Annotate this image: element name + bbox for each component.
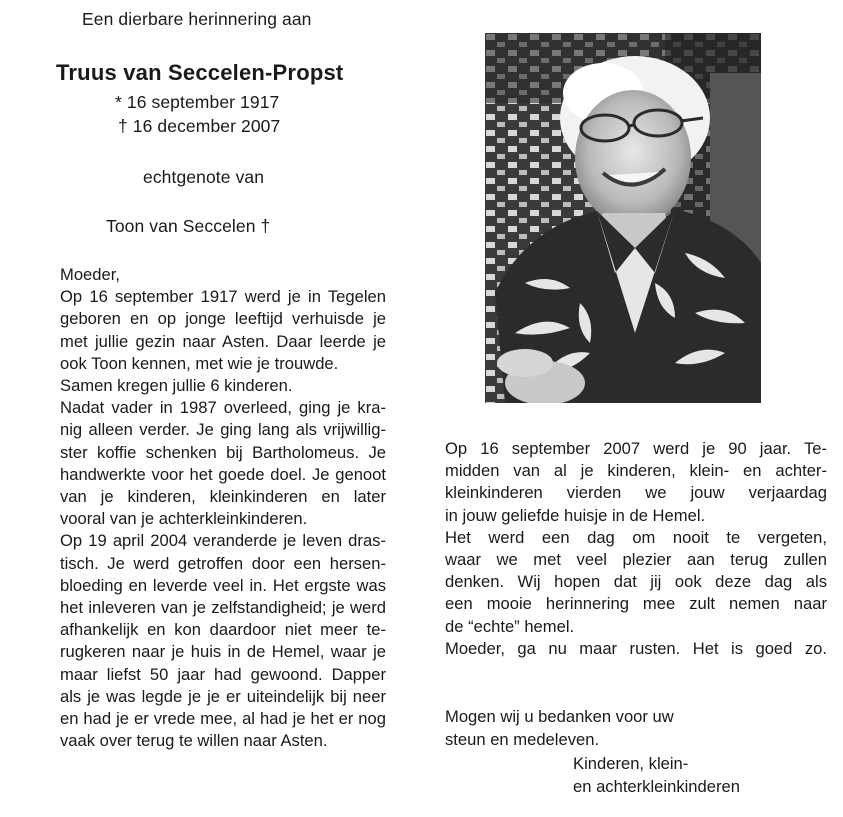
text-line: Samen kregen jullie 6 kinderen. — [60, 376, 293, 396]
text-line: afhankelijk en kon daardoor niet meer te- — [60, 620, 386, 640]
text-line: Het werd een dag om nooit te vergeten, — [445, 527, 827, 547]
thanks-line-2: steun en medeleven. — [445, 730, 600, 749]
text-line: van je kinderen, kleinkinderen en later — [60, 487, 386, 507]
text-line: als je was legde je je er uiteindelijk bij neer — [60, 686, 386, 706]
text-line: een mooie herinnering mee zult nemen naar — [445, 594, 827, 614]
memorial-header: Een dierbare herinnering aan — [82, 9, 312, 29]
portrait-photo — [485, 33, 761, 403]
text-line: handwerkte voor het goede doel. Je genoot — [60, 464, 386, 484]
signature-line-2: en achterkleinkinderen — [573, 777, 740, 796]
text-line: denken. Wij hopen dat jij ook deze dag als — [445, 572, 827, 592]
text-line: tisch. Je werd getroffen door een hersen- — [60, 553, 386, 573]
text-line: met jullie gezin naar Asten. Daar leerde je — [60, 331, 386, 351]
biography-text-left — [60, 264, 386, 752]
text-line: Moeder, — [60, 265, 120, 284]
text-line: de “echte” hemel. — [445, 616, 575, 636]
thanks-line-1: Mogen wij u bedanken voor uw — [445, 707, 674, 726]
death-date: † 16 december 2007 — [118, 116, 281, 136]
portrait-photo-elderly-woman-icon — [485, 33, 761, 403]
text-line: midden van al je kinderen, klein- en achter- — [445, 461, 827, 481]
text-line: nig alleen verder. Je ging lang als vrijwillig- — [60, 420, 386, 440]
text-line: geboren en op jonge leeftijd verhuisde je — [60, 309, 386, 329]
text-line: bloeding en leverde veel in. Het ergste was — [60, 575, 386, 595]
text-line: vooral van je achterkleinkinderen. — [60, 509, 308, 529]
text-line: Op 19 april 2004 veranderde je leven dras- — [60, 531, 386, 551]
relation-label: echtgenote van — [143, 167, 265, 187]
text-line: maar liefst 50 jaar had gewoond. Dapper — [60, 664, 386, 684]
text-line: rugkeren naar je huis in de Hemel, waar je — [60, 642, 386, 662]
text-line: en had je er vrede mee, al had je het er nog — [60, 709, 386, 729]
birth-date: * 16 september 1917 — [115, 92, 280, 112]
text-line: Moeder, ga nu maar rusten. Het is goed zo. — [445, 638, 827, 658]
deceased-name: Truus van Seccelen-Propst — [56, 60, 344, 85]
text-line: ook Toon kennen, met wie je trouwde. — [60, 353, 339, 373]
text-line: Op 16 september 2007 werd je 90 jaar. Te- — [445, 439, 827, 458]
text-line: Nadat vader in 1987 overleed, ging je kra- — [60, 398, 386, 418]
text-line: Op 16 september 1917 werd je in Tegelen — [60, 287, 386, 307]
spouse-name: Toon van Seccelen † — [106, 216, 271, 236]
signature-line-1: Kinderen, klein- — [573, 754, 689, 773]
text-line: het inleveren van je zelfstandigheid; je werd — [60, 598, 386, 618]
text-line: in jouw geliefde huisje in de Hemel. — [445, 505, 706, 525]
text-line: ster koffie schenken bij Bartholomeus. Je — [60, 442, 386, 462]
text-line: vaak over terug te willen naar Asten. — [60, 731, 328, 751]
biography-text-right — [445, 438, 827, 660]
text-line: waar we met veel plezier aan terug zullen — [445, 550, 827, 570]
text-line: kleinkinderen vierden we jouw verjaardag — [445, 483, 827, 503]
